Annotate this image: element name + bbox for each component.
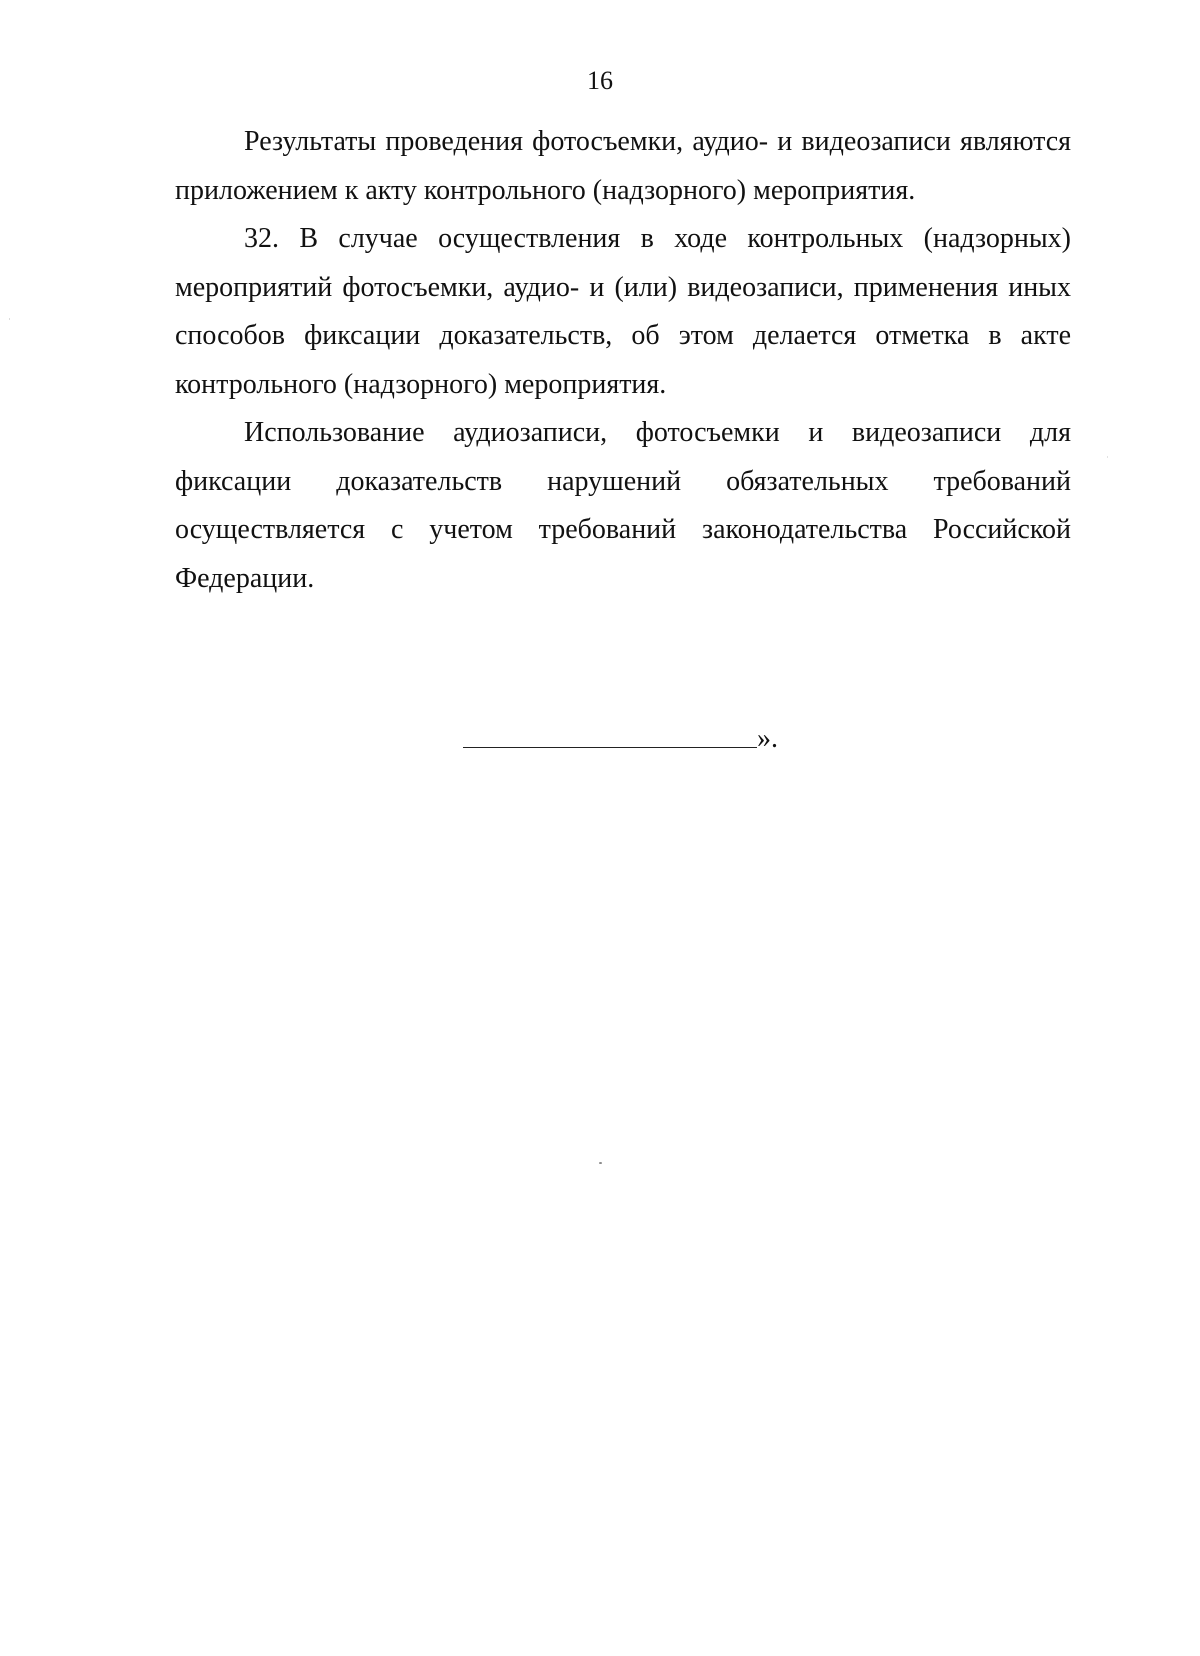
- closing-line: [463, 718, 778, 754]
- document-body: [175, 118, 1071, 603]
- paragraph-line: 32. В случае осуществления в ходе контрольных (надзорных): [244, 223, 1071, 254]
- paragraph-line: осуществляется с учетом требований законодательства Российской: [175, 514, 1071, 545]
- closing-quote-mark: ».: [757, 723, 778, 754]
- paragraph-line: Федерации.: [175, 562, 315, 594]
- paragraph-recording-usage: [175, 409, 1071, 603]
- scan-speck: [599, 1162, 602, 1164]
- paragraph-line: мероприятий фотосъемки, аудио- и (или) видеозаписи, применения иных: [175, 271, 1071, 303]
- scan-speck: [1107, 456, 1108, 458]
- paragraph-line: контрольного (надзорного) мероприятия.: [175, 368, 667, 400]
- paragraph-line: способов фиксации доказательств, об этом делается отметка в акте: [175, 320, 1071, 351]
- closing-rule: [463, 747, 757, 748]
- paragraph-item-32: [175, 215, 1071, 409]
- paragraph-photo-results: [175, 118, 1071, 215]
- paragraph-line: Результаты проведения фотосъемки, аудио- и видеозаписи являются: [244, 126, 1071, 157]
- paragraph-line: фиксации доказательств нарушений обязательных требований: [175, 465, 1071, 497]
- page-number: 16: [587, 66, 613, 95]
- paragraph-line: приложением к акту контрольного (надзорного) мероприятия.: [175, 174, 916, 206]
- scan-speck: [9, 318, 10, 320]
- paragraph-line: Использование аудиозаписи, фотосъемки и видеозаписи для: [244, 417, 1071, 448]
